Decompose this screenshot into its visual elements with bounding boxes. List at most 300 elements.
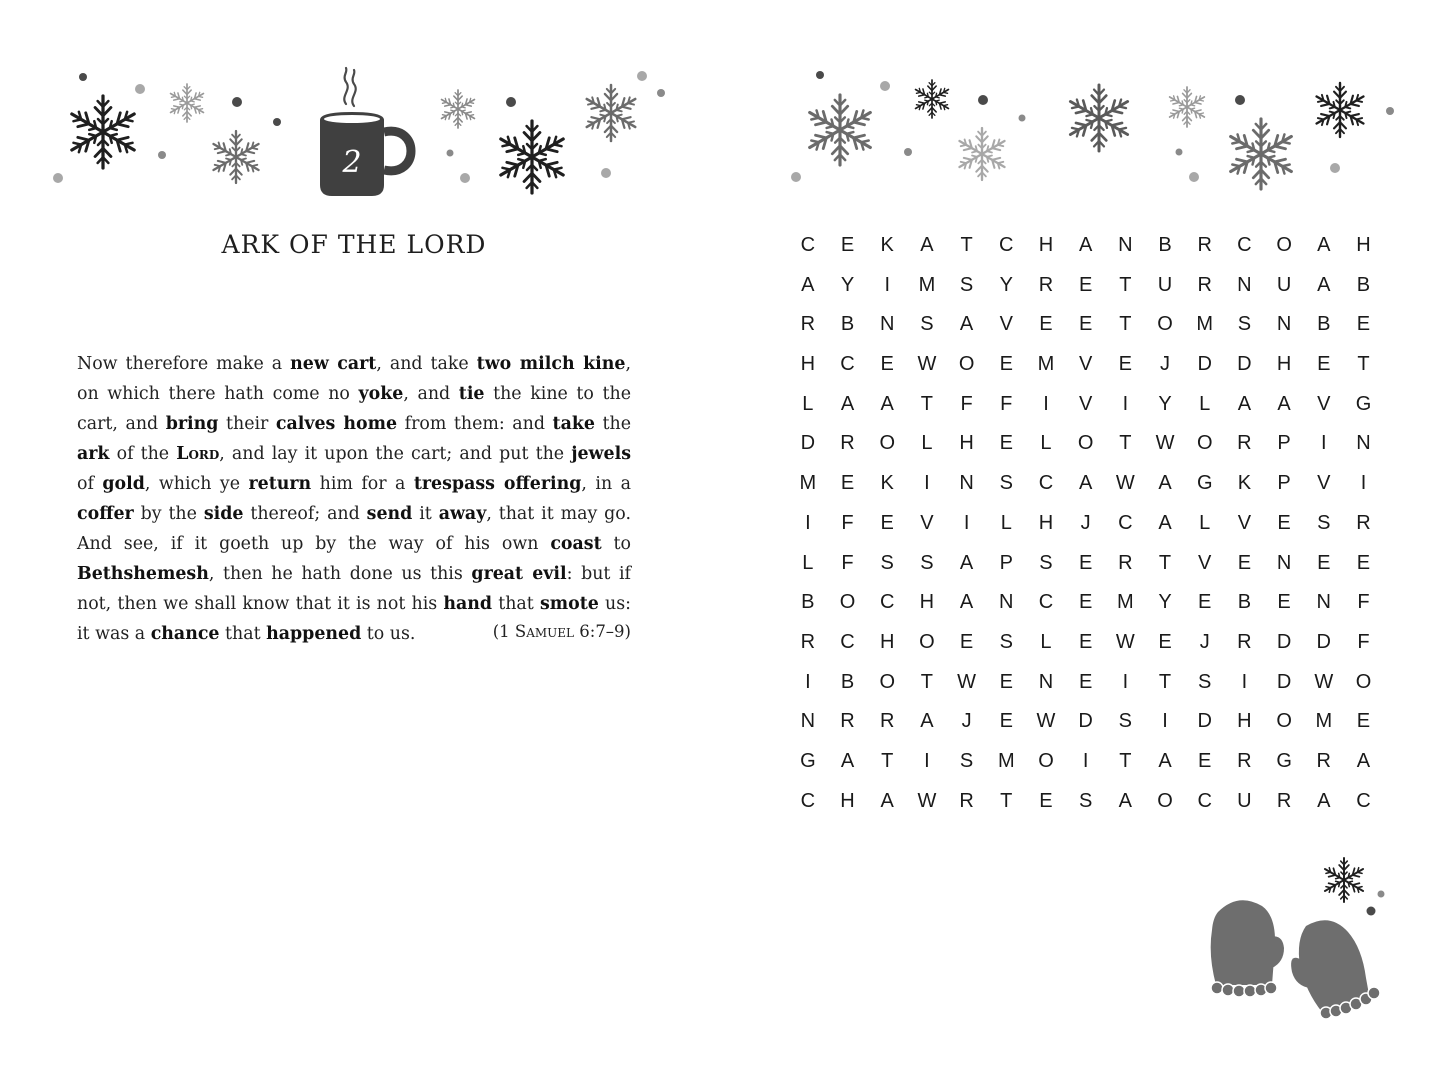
grid-letter: T	[1158, 551, 1172, 574]
grid-letter: A	[1158, 472, 1172, 495]
grid-letter: D	[1197, 710, 1212, 733]
grid-letter: E	[1277, 591, 1291, 614]
grid-letter: O	[879, 432, 895, 455]
grid-letter: W	[917, 789, 937, 812]
grid-letter: A	[1317, 273, 1331, 296]
dot-icon	[1367, 891, 1385, 916]
grid-letter: A	[920, 234, 934, 256]
grid-letter: G	[1196, 472, 1213, 495]
grid-letter: N	[1276, 551, 1292, 574]
grid-letter: A	[1158, 511, 1172, 534]
grid-letter: J	[1199, 630, 1210, 653]
grid-letter: E	[1317, 551, 1331, 574]
grid-letter: A	[1237, 392, 1252, 415]
grid-letter: C	[879, 591, 895, 614]
keyword: happened	[266, 624, 362, 644]
passage-text: us: it was a	[77, 594, 632, 644]
grid-letter: S	[1198, 670, 1212, 693]
grid-letter: U	[1276, 273, 1292, 296]
snowflake-icon	[1067, 85, 1131, 151]
passage-text: from them: and	[397, 414, 553, 434]
grid-letter: H	[840, 789, 855, 812]
keyword: away	[438, 504, 487, 524]
passage-text: , and	[403, 384, 459, 404]
grid-letter: C	[1038, 591, 1054, 614]
grid-letter: M	[918, 273, 936, 296]
keyword: new cart	[290, 354, 377, 374]
passage-text: to us.	[361, 624, 416, 644]
grid-letter: A	[840, 392, 855, 415]
grid-letter: N	[1276, 313, 1292, 336]
keyword: coffer	[77, 504, 134, 524]
grid-letter: W	[1314, 670, 1334, 693]
grid-letter: S	[959, 273, 974, 296]
passage-text: thereof; and	[243, 504, 367, 524]
grid-letter: E	[1277, 511, 1291, 534]
grid-letter: V	[1078, 353, 1093, 376]
grid-letter: E	[959, 630, 974, 653]
grid-letter: T	[1158, 670, 1172, 693]
keyword: bring	[165, 414, 219, 434]
grid-letter: C	[1197, 789, 1212, 812]
grid-letter: T	[881, 749, 894, 772]
grid-letter: J	[1080, 511, 1091, 534]
scripture-reference: (1 Samuel 6:7–9)	[492, 622, 631, 641]
grid-letter: T	[920, 392, 934, 415]
grid-letter: I	[1162, 710, 1168, 733]
grid-letter: H	[800, 353, 816, 376]
passage-text: Now therefore make a	[77, 354, 291, 374]
grid-letter: J	[961, 710, 972, 733]
keyword: two milch kine	[476, 354, 626, 374]
grid-letter: V	[1198, 551, 1212, 574]
grid-letter: B	[840, 670, 855, 693]
grid-letter: E	[840, 472, 855, 495]
grid-letter: F	[1000, 392, 1013, 415]
right-header-decoration	[722, 0, 1445, 215]
passage-text: him for a	[311, 474, 414, 494]
grid-letter: E	[1078, 670, 1093, 693]
grid-letter: O	[1355, 670, 1372, 693]
grid-letter: L	[1000, 511, 1012, 534]
grid-letter: C	[800, 234, 816, 256]
grid-letter: A	[1317, 789, 1331, 812]
keyword: jewels	[571, 444, 631, 464]
grid-letter: V	[1078, 392, 1093, 415]
grid-letter: E	[1198, 591, 1212, 614]
grid-letter: F	[1357, 591, 1370, 614]
grid-letter: I	[805, 670, 811, 693]
grid-letter: D	[800, 432, 816, 455]
grid-letter: E	[840, 234, 855, 256]
grid-letter: Y	[1158, 591, 1172, 614]
grid-letter: R	[1276, 789, 1292, 812]
grid-letter: H	[1237, 710, 1252, 733]
grid-letter: R	[1316, 749, 1331, 772]
keyword: coast	[550, 534, 602, 554]
keyword: smote	[539, 594, 599, 614]
grid-letter: B	[1356, 273, 1371, 296]
passage-text: that	[492, 594, 540, 614]
keyword: chance	[150, 624, 220, 644]
grid-letter: I	[1360, 472, 1367, 495]
grid-letter: R	[1356, 511, 1371, 534]
grid-letter: E	[1078, 591, 1093, 614]
grid-letter: R	[1197, 273, 1212, 296]
grid-letter: F	[960, 392, 973, 415]
grid-letter: R	[1237, 432, 1252, 455]
grid-letter: L	[1040, 432, 1052, 455]
grid-letter: N	[1316, 591, 1331, 614]
grid-letter: D	[1316, 630, 1331, 653]
keyword: Lord	[176, 444, 220, 464]
grid-letter: L	[1199, 392, 1211, 415]
word-search-grid	[788, 226, 1383, 821]
grid-letter: E	[1039, 789, 1053, 812]
grid-letter: L	[921, 432, 933, 455]
grid-letter: A	[840, 749, 855, 772]
grid-letter: S	[999, 630, 1013, 653]
grid-letter: V	[1317, 472, 1331, 495]
grid-letter: S	[1317, 511, 1331, 534]
snowflake-icon	[211, 131, 262, 183]
grid-letter: B	[801, 591, 815, 614]
grid-letter: L	[1040, 630, 1052, 653]
grid-letter: A	[959, 313, 974, 336]
grid-letter: D	[1276, 670, 1292, 693]
grid-letter: I	[1122, 670, 1129, 693]
grid-letter: A	[920, 710, 934, 733]
grid-letter: F	[1357, 630, 1370, 653]
page-title: ARK OF THE LORD	[221, 230, 487, 259]
grid-letter: W	[1036, 710, 1056, 733]
grid-letter: H	[959, 432, 974, 455]
passage-text: their	[218, 414, 276, 434]
grid-letter: E	[1237, 551, 1252, 574]
grid-letter: A	[880, 789, 894, 812]
keyword: Bethshemesh	[77, 564, 209, 584]
grid-letter: F	[841, 551, 854, 574]
grid-letter: C	[999, 234, 1014, 256]
grid-letter: H	[1038, 234, 1054, 256]
snowflake-icon	[1314, 83, 1367, 137]
grid-letter: I	[805, 511, 811, 534]
grid-letter: D	[1197, 353, 1212, 376]
grid-letter: R	[1038, 273, 1054, 296]
snowflake-icon	[957, 128, 1008, 180]
grid-letter: Y	[999, 273, 1013, 296]
grid-letter: D	[1237, 353, 1252, 376]
grid-letter: N	[999, 591, 1014, 614]
grid-letter: E	[880, 353, 894, 376]
grid-letter: B	[1158, 234, 1172, 256]
snowflake-icon	[913, 80, 950, 118]
keyword: gold	[102, 474, 145, 494]
grid-letter: S	[920, 551, 934, 574]
grid-letter: O	[1276, 234, 1292, 256]
grid-letter: C	[840, 353, 855, 376]
snowflake-icon	[584, 85, 639, 141]
grid-letter: E	[999, 670, 1013, 693]
grid-letter: B	[1317, 313, 1331, 336]
grid-letter: K	[880, 234, 894, 256]
grid-letter: G	[800, 749, 816, 772]
passage-text: , and take	[376, 354, 477, 374]
grid-letter: D	[1276, 630, 1292, 653]
snowflake-icon	[806, 95, 874, 165]
grid-letter: R	[1197, 234, 1212, 256]
grid-letter: M	[1037, 353, 1055, 376]
grid-letter: A	[880, 392, 894, 415]
grid-letter: T	[1119, 313, 1132, 336]
grid-letter: A	[1277, 392, 1291, 415]
keyword: tie	[458, 384, 485, 404]
grid-letter: K	[1237, 472, 1252, 495]
grid-letter: J	[1160, 353, 1171, 376]
snowflake-icon	[168, 84, 205, 122]
grid-letter: N	[1237, 273, 1252, 296]
grid-letter: G	[1355, 392, 1372, 415]
grid-letter: T	[1119, 273, 1132, 296]
grid-letter: I	[924, 749, 930, 772]
grid-letter: I	[1122, 392, 1129, 415]
grid-letter: Y	[840, 273, 855, 296]
snowflake-icon	[1227, 119, 1295, 189]
grid-letter: I	[1082, 749, 1089, 772]
grid-letter: L	[802, 392, 814, 415]
grid-letter: O	[1038, 749, 1054, 772]
grid-letter: S	[1118, 710, 1133, 733]
grid-letter: E	[1198, 749, 1212, 772]
grid-letter: O	[1157, 789, 1173, 812]
passage-text: to	[601, 534, 631, 554]
grid-letter: O	[839, 591, 856, 614]
grid-letter: I	[963, 511, 970, 534]
grid-letter: Y	[1158, 392, 1172, 415]
grid-letter: H	[1276, 353, 1292, 376]
snowflake-icon	[1167, 87, 1206, 127]
grid-letter: S	[920, 313, 934, 336]
grid-letter: W	[1155, 432, 1175, 455]
grid-letter: A	[1118, 789, 1133, 812]
grid-letter: A	[1356, 749, 1371, 772]
grid-letter: E	[1078, 313, 1093, 336]
grid-letter: V	[999, 313, 1013, 336]
keyword: calves home	[275, 414, 398, 434]
grid-letter: P	[1277, 432, 1291, 455]
day-number: 2	[342, 145, 362, 180]
grid-letter: V	[1317, 392, 1331, 415]
grid-letter: N	[1118, 234, 1133, 256]
grid-letter: I	[1321, 432, 1327, 455]
passage-text: of the	[109, 444, 177, 464]
grid-letter: R	[800, 313, 816, 336]
grid-letter: T	[1119, 749, 1132, 772]
mug-icon	[320, 112, 411, 196]
grid-letter: U	[1157, 273, 1173, 296]
grid-letter: I	[1241, 670, 1248, 693]
grid-letter: B	[840, 313, 855, 336]
passage-text: the	[594, 414, 631, 434]
grid-letter: H	[919, 591, 935, 614]
snowflake-icon	[497, 121, 567, 193]
grid-letter: M	[1117, 591, 1134, 614]
keyword: side	[203, 504, 244, 524]
grid-letter: O	[1157, 313, 1173, 336]
passage-text: , and lay it upon the cart; and put the	[219, 444, 572, 464]
grid-letter: O	[879, 670, 895, 693]
grid-letter: R	[1237, 630, 1252, 653]
grid-letter: S	[959, 749, 974, 772]
passage-text: the kine to the cart, and	[77, 384, 631, 434]
grid-letter: P	[1277, 472, 1291, 495]
grid-letter: N	[1038, 670, 1054, 693]
grid-letter: E	[999, 353, 1013, 376]
grid-letter: R	[959, 789, 974, 812]
passage-text: , on which there hath come no	[77, 354, 632, 404]
keyword: ark	[77, 444, 110, 464]
grid-letter: N	[959, 472, 974, 495]
grid-letter: M	[1196, 313, 1214, 336]
grid-letter: C	[1237, 234, 1252, 256]
keyword: hand	[443, 594, 493, 614]
grid-letter: S	[1039, 551, 1053, 574]
grid-letter: H	[1038, 511, 1054, 534]
grid-letter: O	[958, 353, 975, 376]
grid-letter: M	[799, 472, 817, 495]
grid-letter: L	[1199, 511, 1211, 534]
grid-letter: H	[879, 630, 895, 653]
grid-letter: R	[1237, 749, 1252, 772]
grid-letter: O	[1077, 432, 1094, 455]
passage-text: , in a	[581, 474, 631, 494]
grid-letter: E	[1356, 313, 1371, 336]
grid-letter: V	[1237, 511, 1252, 534]
passage-text: , then he hath done us this	[208, 564, 472, 584]
grid-letter: N	[1356, 432, 1371, 455]
grid-letter: E	[1078, 273, 1093, 296]
passage-text: , which ye	[144, 474, 249, 494]
grid-letter: C	[840, 630, 855, 653]
grid-letter: T	[920, 670, 934, 693]
grid-letter: N	[800, 710, 816, 733]
grid-letter: D	[1078, 710, 1093, 733]
passage-text: , that it may go. And see, if it goeth up by the way of his own	[77, 504, 632, 554]
grid-letter: P	[999, 551, 1013, 574]
grid-letter: H	[1356, 234, 1371, 256]
grid-letter: E	[1356, 551, 1371, 574]
grid-letter: R	[800, 630, 816, 653]
grid-letter: M	[997, 749, 1015, 772]
grid-letter: N	[879, 313, 895, 336]
grid-letter: K	[880, 472, 894, 495]
snowflake-icon	[68, 96, 138, 168]
passage-text: that	[219, 624, 267, 644]
keyword: yoke	[358, 384, 404, 404]
grid-letter: E	[1039, 313, 1053, 336]
grid-letter: I	[1043, 392, 1049, 415]
grid-letter: S	[1078, 789, 1093, 812]
grid-letter: R	[840, 432, 855, 455]
grid-letter: I	[924, 472, 930, 495]
grid-letter: E	[999, 710, 1013, 733]
scripture-passage	[77, 349, 631, 649]
grid-letter: A	[801, 273, 815, 296]
grid-letter: S	[999, 472, 1013, 495]
grid-letter: T	[1119, 432, 1132, 455]
grid-letter: C	[1356, 789, 1371, 812]
passage-text: it	[412, 504, 439, 524]
grid-letter: E	[1317, 353, 1331, 376]
keyword: take	[552, 414, 595, 434]
grid-letter: S	[1237, 313, 1252, 336]
passage-text: : but if not, then we shall know that it is not his	[77, 564, 631, 614]
grid-letter: E	[1078, 551, 1093, 574]
steam-icon	[344, 68, 355, 106]
grid-letter: T	[1000, 789, 1013, 812]
grid-letter: C	[1038, 472, 1054, 495]
grid-letter: W	[917, 353, 937, 376]
grid-letter: I	[884, 273, 890, 296]
grid-letter: W	[957, 670, 977, 693]
grid-letter: E	[1356, 710, 1371, 733]
grid-letter: W	[1115, 630, 1135, 653]
grid-letter: M	[1315, 710, 1333, 733]
keyword: great evil	[471, 564, 567, 584]
grid-letter: U	[1237, 789, 1252, 812]
grid-letter: O	[1276, 710, 1292, 733]
grid-letter: E	[1118, 353, 1133, 376]
grid-letter: E	[880, 511, 894, 534]
left-header-decoration	[0, 0, 722, 215]
grid-letter: T	[960, 234, 973, 256]
keyword: trespass offering	[413, 474, 582, 494]
grid-letter: E	[1078, 630, 1093, 653]
passage-text: of	[77, 474, 103, 494]
grid-letter: C	[1118, 511, 1133, 534]
grid-letter: R	[840, 710, 855, 733]
keyword: return	[248, 474, 312, 494]
grid-letter: A	[1158, 749, 1172, 772]
grid-letter: A	[1078, 472, 1093, 495]
grid-letter: R	[1118, 551, 1133, 574]
grid-letter: A	[1078, 234, 1093, 256]
grid-letter: L	[802, 551, 814, 574]
grid-letter: O	[1196, 432, 1213, 455]
grid-letter: T	[1357, 353, 1370, 376]
grid-letter: B	[1237, 591, 1252, 614]
mittens-decoration	[1195, 850, 1395, 1030]
grid-letter: R	[879, 710, 895, 733]
grid-letter: A	[1317, 234, 1331, 256]
grid-letter: A	[959, 551, 974, 574]
grid-letter: W	[1115, 472, 1135, 495]
passage-text: by the	[133, 504, 204, 524]
snowflake-icon	[1323, 858, 1366, 902]
grid-letter: F	[841, 511, 854, 534]
mittens-icon	[1211, 900, 1380, 1019]
grid-letter: V	[920, 511, 934, 534]
grid-letter: E	[999, 432, 1013, 455]
grid-letter: O	[919, 630, 935, 653]
keyword: send	[366, 504, 413, 524]
snowflake-icon	[439, 90, 476, 128]
grid-letter: G	[1276, 749, 1292, 772]
grid-letter: C	[800, 789, 816, 812]
grid-letter: E	[1158, 630, 1172, 653]
grid-letter: S	[880, 551, 894, 574]
grid-letter: A	[959, 591, 974, 614]
